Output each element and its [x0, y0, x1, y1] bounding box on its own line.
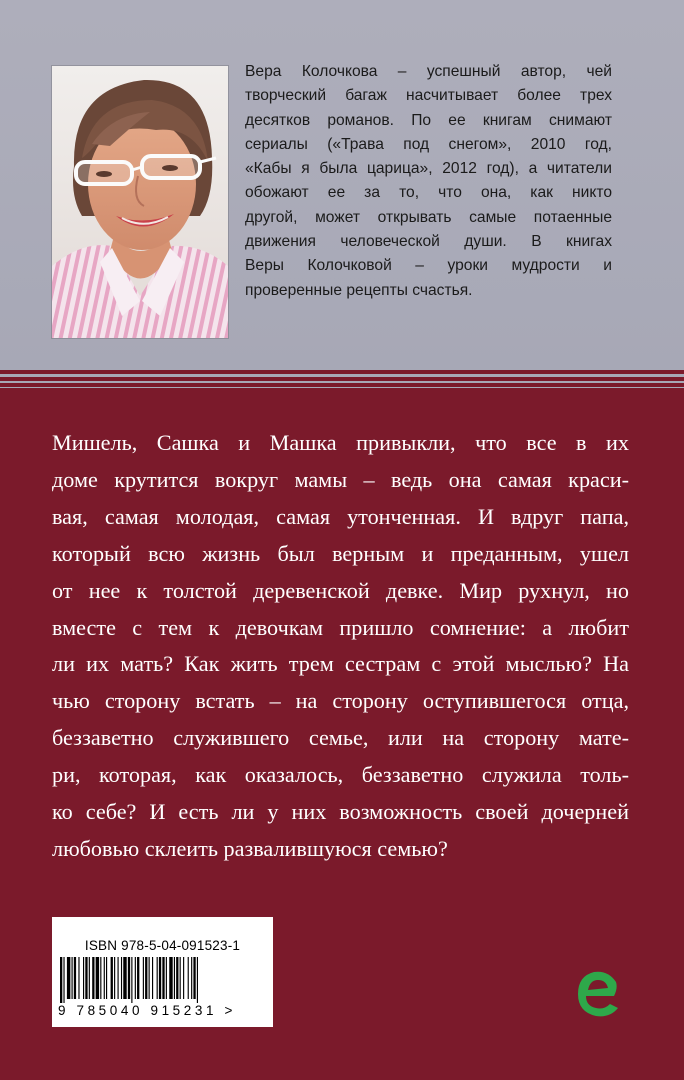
barcode-bar [85, 957, 87, 999]
isbn-label: ISBN 978-5-04-091523-1 [84, 938, 241, 953]
barcode-bar [143, 957, 144, 999]
barcode-icon [58, 957, 268, 1003]
barcode-bar [114, 957, 115, 999]
barcode-bar [162, 957, 164, 999]
barcode-bar [135, 957, 136, 999]
bio-line: Вера Колочкова – успешный автор, чей [245, 63, 612, 80]
barcode-bar [188, 957, 189, 999]
barcode-bar [159, 957, 161, 999]
bio-line: десятков романов. По ее книгам снимают [245, 111, 612, 129]
barcode-bar [104, 957, 105, 999]
bio-line: сериалы («Трава под снегом», 2010 год, [245, 135, 612, 153]
synopsis-line: беззаветно служившего семье, или на сторону мате- [52, 725, 629, 751]
barcode-bar [123, 957, 126, 999]
barcode-bar [67, 957, 70, 999]
barcode-bar [176, 957, 178, 999]
barcode-bar [128, 957, 130, 999]
barcode-bar [121, 957, 122, 999]
barcode-bar [197, 957, 198, 1003]
isbn-barcode-box [52, 917, 273, 1027]
barcode-bar [100, 957, 101, 999]
eksmo-logo-icon [574, 968, 622, 1022]
barcode-bar [111, 957, 113, 999]
divider-stripe [0, 387, 684, 388]
author-photo [52, 66, 228, 338]
synopsis-line: доме крутится вокруг мамы – ведь она самая краси- [52, 466, 629, 492]
barcode-digits: 9 785040 915231 > [58, 1003, 236, 1018]
synopsis-line: любовью склеить развалившуюся семью? [52, 835, 448, 861]
synopsis-line: ко себе? И есть ли у них возможность своей дочерней [52, 799, 629, 825]
bio-line: проверенные рецепты счастья. [245, 281, 473, 299]
synopsis-line: вая, самая молодая, самая утонченная. И вдруг папа, [52, 503, 629, 529]
barcode-bar [169, 957, 172, 999]
barcode-bar [74, 957, 76, 999]
bio-line: «Кабы я была царица», 2012 год), а читатели [245, 160, 612, 178]
synopsis-line: ри, которая, как оказалось, беззаветно служила толь- [52, 762, 629, 788]
barcode-bar [92, 957, 94, 999]
book-synopsis [52, 425, 629, 868]
bio-line: обожают ее за то, что она, как никто [245, 184, 612, 202]
barcode-bar [180, 957, 181, 999]
barcode-bar [191, 957, 192, 999]
barcode-bar [166, 957, 167, 999]
barcode-bar [106, 957, 107, 999]
barcode-bar [137, 957, 139, 999]
barcode-bar [183, 957, 184, 999]
author-bio [245, 60, 612, 303]
barcode-bar [157, 957, 158, 999]
synopsis-line: чью сторону встать – на сторону оступившегося отца, [52, 688, 629, 714]
synopsis-line: от нее к толстой деревенской девке. Мир рухнул, но [52, 577, 629, 603]
synopsis-line: ли их мать? Как жить трем сестрам с этой мыслью? На [52, 651, 629, 677]
synopsis-line: Мишель, Сашка и Машка привыкли, что все в их [52, 430, 629, 455]
barcode-bar [89, 957, 90, 999]
barcode-bar [63, 957, 64, 1003]
barcode-bar [60, 957, 62, 1003]
barcode-bar [96, 957, 99, 999]
barcode-bar [83, 957, 84, 999]
barcode-bar [118, 957, 119, 999]
bio-line: Веры Колочковой – уроки мудрости и [245, 257, 612, 275]
barcode-bar [78, 957, 79, 999]
bio-line: творческий багаж насчитывает более трех [245, 87, 612, 105]
bio-line: другой, может открывать самые потаенные [245, 208, 612, 226]
author-panel [0, 0, 684, 370]
barcode-bar [149, 957, 150, 999]
barcode-bar [193, 957, 195, 999]
barcode-bar [174, 957, 175, 999]
barcode-bar [145, 957, 147, 999]
synopsis-line: вместе с тем к девочкам пришло сомнение: а любит [52, 614, 629, 640]
barcode-bar [131, 957, 132, 1003]
bio-line: движения человеческой души. В книгах [245, 233, 612, 251]
barcode-bar [152, 957, 153, 999]
author-portrait-icon [52, 66, 228, 338]
barcode-bar [72, 957, 73, 999]
synopsis-line: который всю жизнь был верным и преданным, ушел [52, 540, 629, 566]
